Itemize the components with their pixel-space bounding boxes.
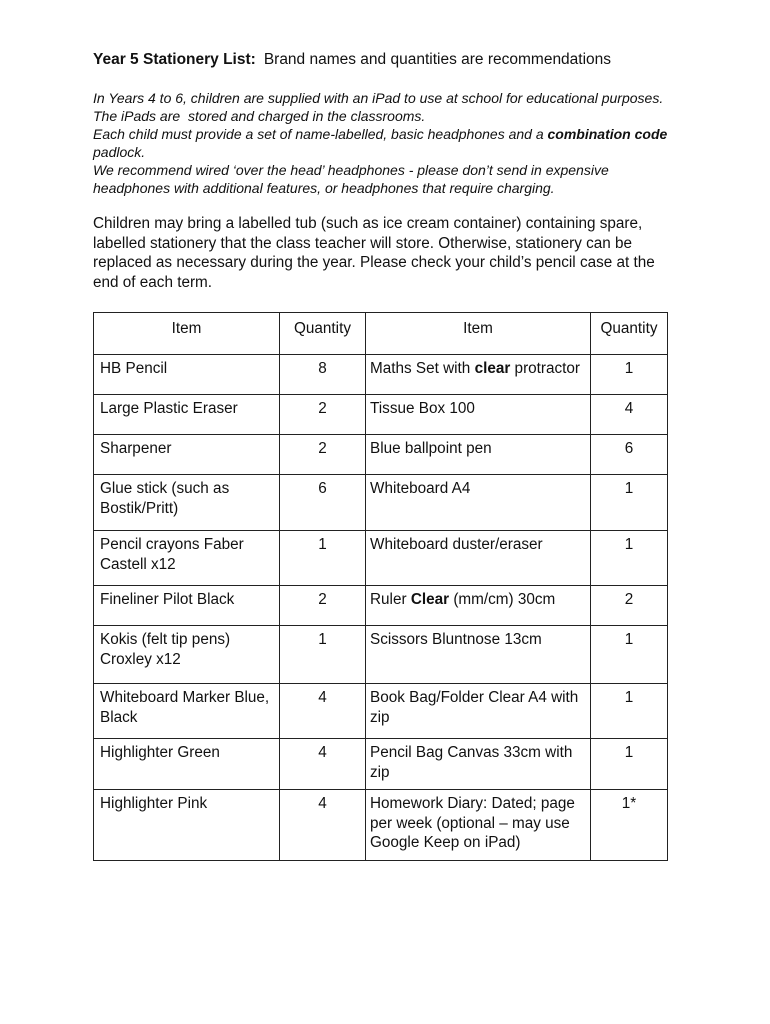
item-line: Whiteboard A4 [370, 480, 471, 497]
table-header-row [94, 313, 668, 355]
item-line: Book Bag/Folder Clear A4 with [370, 689, 579, 706]
quantity-cell: 1 [591, 475, 668, 531]
table-row [94, 790, 668, 861]
item-text: Maths Set with [370, 360, 475, 377]
item-line: Whiteboard Marker Blue, [100, 689, 270, 706]
quantity-cell: 4 [280, 684, 366, 739]
table-row [94, 739, 668, 790]
item-cell [94, 684, 280, 739]
table-row [94, 626, 668, 684]
item-cell [366, 395, 591, 435]
quantity-cell: 2 [280, 395, 366, 435]
quantity-cell: 2 [280, 435, 366, 475]
notice-text: Each child must provide a set of name-labelled, basic headphones and a [93, 126, 548, 142]
title-heading: Year 5 Stationery List: [93, 51, 256, 68]
quantity-cell: 1* [591, 790, 668, 861]
item-line: Large Plastic Eraser [100, 400, 238, 417]
item-cell [366, 790, 591, 861]
item-line: Blue ballpoint pen [370, 440, 492, 457]
table-row [94, 531, 668, 586]
notice-line: headphones with additional features, or headphones that require charging. [93, 180, 555, 196]
item-cell [94, 626, 280, 684]
quantity-cell: 6 [280, 475, 366, 531]
ipad-headphones-notice [93, 89, 667, 197]
paragraph-line: labelled stationery that the class teacher will store. Otherwise, stationery can be [93, 234, 633, 252]
item-cell [366, 531, 591, 586]
quantity-cell: 1 [280, 626, 366, 684]
item-line: HB Pencil [100, 360, 168, 377]
quantity-cell: 1 [591, 531, 668, 586]
quantity-cell: 2 [591, 586, 668, 626]
notice-line: In Years 4 to 6, children are supplied with an iPad to use at school for educational purposes. [93, 90, 664, 106]
item-cell [94, 475, 280, 531]
page-title [93, 50, 611, 70]
title-subheading: Brand names and quantities are recommendations [263, 51, 612, 68]
quantity-cell: 6 [591, 435, 668, 475]
item-line: Highlighter Pink [100, 795, 208, 812]
notice-line [93, 125, 667, 143]
stationery-table [93, 312, 668, 861]
quantity-cell: 1 [591, 626, 668, 684]
item-cell [94, 355, 280, 395]
item-emphasis: clear [474, 360, 511, 377]
quantity-cell: 1 [591, 739, 668, 790]
item-line: per week (optional – may use [370, 814, 570, 832]
header-item: Item [94, 313, 280, 355]
quantity-cell: 1 [591, 684, 668, 739]
item-line: Bostik/Pritt) [100, 499, 179, 517]
item-emphasis: Clear [410, 591, 450, 608]
item-line: Homework Diary: Dated; page [370, 795, 575, 812]
quantity-cell: 4 [280, 739, 366, 790]
item-cell [366, 739, 591, 790]
item-line [370, 359, 588, 379]
paragraph-line: end of each term. [93, 274, 213, 292]
item-line: Black [100, 708, 138, 726]
notice-line: padlock. [93, 144, 146, 160]
item-cell [94, 531, 280, 586]
item-line: Highlighter Green [100, 744, 220, 761]
table-row [94, 586, 668, 626]
item-cell [366, 684, 591, 739]
notice-emphasis: combination code [547, 126, 668, 142]
quantity-cell: 4 [280, 790, 366, 861]
table-row [94, 435, 668, 475]
table-row [94, 395, 668, 435]
item-text: Ruler [370, 591, 411, 608]
item-line: Kokis (felt tip pens) [100, 631, 231, 648]
quantity-cell: 1 [591, 355, 668, 395]
item-cell [94, 395, 280, 435]
item-line: Google Keep on iPad) [370, 834, 521, 852]
item-cell [94, 790, 280, 861]
quantity-cell: 1 [280, 531, 366, 586]
item-cell [366, 626, 591, 684]
item-text: protractor [510, 360, 581, 377]
item-line: Glue stick (such as [100, 480, 230, 497]
item-cell [94, 586, 280, 626]
item-line [370, 590, 588, 610]
quantity-cell: 8 [280, 355, 366, 395]
item-cell [94, 435, 280, 475]
item-cell [366, 586, 591, 626]
item-line: Pencil crayons Faber [100, 536, 244, 553]
item-cell [366, 355, 591, 395]
notice-line: We recommend wired ‘over the head’ headphones - please don’t send in expensive [93, 162, 609, 178]
header-quantity: Quantity [280, 313, 366, 355]
notice-line: The iPads are stored and charged in the classrooms. [93, 108, 426, 124]
item-text: (mm/cm) 30cm [449, 591, 556, 608]
header-item: Item [366, 313, 591, 355]
quantity-cell: 4 [591, 395, 668, 435]
item-cell [366, 475, 591, 531]
item-cell [366, 435, 591, 475]
table-row [94, 475, 668, 531]
table-row [94, 355, 668, 395]
item-line: zip [370, 763, 390, 781]
item-cell [94, 739, 280, 790]
item-line: Whiteboard duster/eraser [370, 536, 543, 553]
item-line: zip [370, 708, 390, 726]
table-row [94, 684, 668, 739]
tub-paragraph [93, 214, 655, 293]
item-line: Tissue Box 100 [370, 400, 475, 417]
item-line: Sharpener [100, 440, 172, 457]
paragraph-line: Children may bring a labelled tub (such as ice cream container) containing spare, [93, 215, 643, 232]
quantity-cell: 2 [280, 586, 366, 626]
item-line: Croxley x12 [100, 650, 181, 668]
item-line: Scissors Bluntnose 13cm [370, 631, 542, 648]
header-quantity: Quantity [591, 313, 668, 355]
item-line: Pencil Bag Canvas 33cm with [370, 744, 573, 761]
item-line: Castell x12 [100, 555, 176, 573]
item-line: Fineliner Pilot Black [100, 591, 235, 608]
paragraph-line: replaced as necessary during the year. Please check your child’s pencil case at the [93, 254, 655, 272]
